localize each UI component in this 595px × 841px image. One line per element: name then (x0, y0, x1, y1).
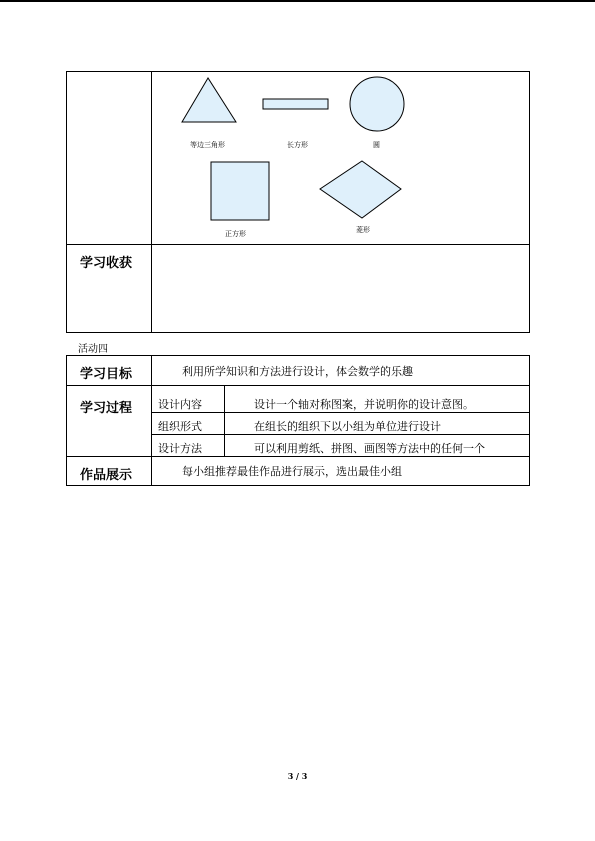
process-key-method: 设计方法 (158, 442, 202, 455)
goal-text: 利用所学知识和方法进行设计，体会数学的乐趣 (182, 365, 413, 378)
diamond-shape (320, 161, 401, 218)
triangle-shape (182, 78, 236, 122)
activity-title: 活动四 (78, 344, 108, 355)
diamond-caption: 菱形 (356, 226, 370, 234)
process-key-form: 组织形式 (158, 420, 202, 433)
process-value-method: 可以利用剪纸、拼图、画图等方法中的任何一个 (254, 442, 485, 455)
goal-label: 学习目标 (80, 367, 133, 382)
process-label: 学习过程 (80, 401, 133, 416)
shapes-figure (152, 72, 529, 244)
circle-shape (350, 77, 404, 131)
process-value-form: 在组长的组织下以小组为单位进行设计 (254, 420, 441, 433)
triangle-caption: 等边三角形 (190, 141, 225, 149)
process-key-divider (224, 385, 225, 456)
circle-caption: 圆 (373, 141, 380, 149)
process-key-content: 设计内容 (158, 398, 202, 411)
process-value-content: 设计一个轴对称图案，并说明你的设计意图。 (254, 398, 474, 411)
top-rule (0, 0, 595, 2)
row-line-goal (66, 385, 530, 386)
row-line-process (66, 456, 530, 457)
page-number: 3 / 3 (287, 771, 308, 781)
rectangle-caption: 长方形 (287, 141, 308, 149)
square-caption: 正方形 (225, 230, 246, 238)
harvest-label: 学习收获 (80, 256, 133, 271)
shapes-table-row-line (66, 244, 530, 245)
square-shape (211, 162, 269, 220)
row-line-sub1 (151, 412, 530, 413)
activity-table-divider (151, 355, 152, 486)
rectangle-shape (263, 99, 328, 109)
show-text: 每小组推荐最佳作品进行展示，选出最佳小组 (182, 465, 402, 478)
row-line-sub2 (151, 434, 530, 435)
show-label: 作品展示 (80, 468, 133, 483)
